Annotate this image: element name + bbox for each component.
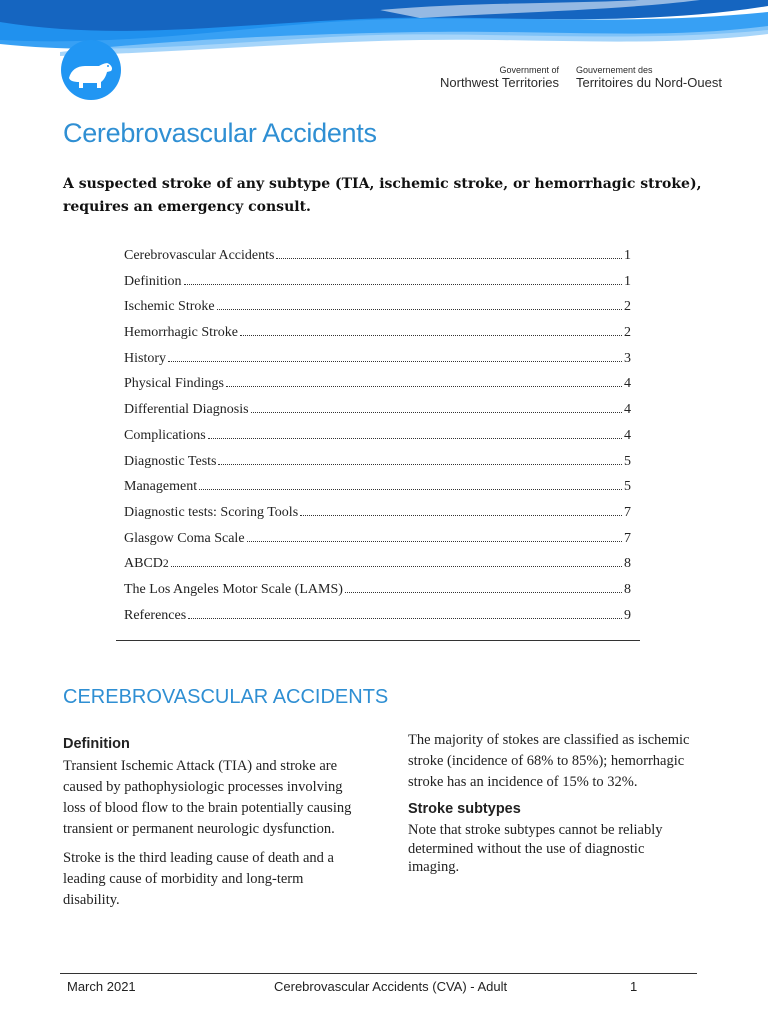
toc-entry-page[interactable]: 2	[624, 325, 631, 341]
footer-date: March 2021	[67, 979, 136, 994]
toc-entry[interactable]	[124, 428, 631, 454]
footer-page-number: 1	[630, 979, 638, 994]
toc-entry[interactable]	[124, 608, 631, 634]
toc-entry[interactable]	[124, 351, 631, 377]
toc-entry[interactable]	[124, 248, 631, 274]
toc-leader-dots	[168, 361, 622, 362]
toc-leader-dots	[276, 258, 622, 259]
stroke-subtypes-paragraph: Note that stroke subtypes cannot be reliably determined without the use of diagnostic imaging.	[408, 822, 663, 875]
footer-divider	[60, 973, 697, 974]
government-wordmark-en	[440, 65, 559, 91]
toc-leader-dots	[240, 335, 622, 336]
toc-entry-label[interactable]: Complications	[124, 427, 206, 443]
toc-leader-dots	[300, 515, 622, 516]
toc-entry-label[interactable]: Glasgow Coma Scale	[124, 530, 245, 546]
toc-entry-label[interactable]: Diagnostic tests: Scoring Tools	[124, 504, 299, 520]
gov-en-small: Government of	[499, 65, 559, 75]
polar-bear-logo-icon	[57, 36, 125, 104]
stroke-mortality-paragraph: Stroke is the third leading cause of death and a leading cause of morbidity and long-term disability.	[63, 850, 334, 908]
toc-entry[interactable]	[124, 582, 631, 608]
toc-leader-dots	[188, 618, 622, 619]
toc-entry-label[interactable]: Hemorrhagic Stroke	[124, 325, 238, 341]
gov-fr-small: Gouvernement des	[576, 65, 653, 75]
table-of-contents	[124, 248, 631, 633]
toc-entry-page[interactable]: 9	[624, 607, 631, 623]
toc-entry-page[interactable]: 4	[624, 427, 631, 443]
toc-entry-page[interactable]: 7	[624, 530, 631, 546]
toc-entry-page[interactable]: 7	[624, 504, 631, 520]
gov-fr-big: Territoires du Nord-Ouest	[576, 75, 722, 90]
government-wordmark-fr	[576, 65, 722, 91]
toc-entry-page[interactable]: 8	[624, 556, 631, 572]
toc-entry-page[interactable]: 2	[624, 299, 631, 315]
toc-entry[interactable]	[124, 531, 631, 557]
toc-entry[interactable]	[124, 325, 631, 351]
toc-entry-page[interactable]: 8	[624, 581, 631, 597]
toc-entry-page[interactable]: 5	[624, 479, 631, 495]
toc-entry-label[interactable]: Definition	[124, 273, 182, 289]
toc-entry-page[interactable]: 1	[624, 248, 631, 263]
incidence-paragraph: The majority of stokes are classified as ischemic stroke (incidence of 68% to 85%); hemorrhagic stroke has an incidence of 15% to 32%.	[408, 732, 690, 790]
toc-entry[interactable]	[124, 402, 631, 428]
toc-leader-dots	[184, 284, 622, 285]
toc-entry-label[interactable]: Physical Findings	[124, 376, 224, 392]
toc-entry-label[interactable]: Ischemic Stroke	[124, 299, 215, 315]
toc-entry-superscript: 2	[162, 557, 169, 571]
intro-warning: A suspected stroke of any subtype (TIA, ischemic stroke, or hemorrhagic stroke), requires an emergency consult.	[63, 176, 702, 215]
toc-entry[interactable]	[124, 454, 631, 480]
toc-entry[interactable]	[124, 376, 631, 402]
toc-leader-dots	[208, 438, 622, 439]
toc-entry-page[interactable]: 4	[624, 402, 631, 418]
toc-leader-dots	[247, 541, 622, 542]
section-heading: CEREBROVASCULAR ACCIDENTS	[63, 686, 389, 708]
document-title: Cerebrovascular Accidents	[63, 118, 377, 148]
toc-leader-dots	[345, 592, 622, 593]
toc-entry-label[interactable]: Management	[124, 479, 198, 495]
toc-entry-label[interactable]: Diagnostic Tests	[124, 453, 217, 469]
toc-entry-label[interactable]: The Los Angeles Motor Scale (LAMS)	[124, 581, 343, 597]
toc-entry[interactable]	[124, 556, 631, 582]
gov-en-big: Northwest Territories	[440, 75, 559, 90]
toc-entry-page[interactable]: 5	[624, 453, 631, 469]
toc-leader-dots	[226, 386, 622, 387]
toc-entry-page[interactable]: 3	[624, 350, 631, 366]
toc-entry-label[interactable]: Cerebrovascular Accidents	[124, 248, 275, 263]
toc-entry-label[interactable]: History	[124, 350, 166, 366]
toc-leader-dots	[218, 464, 622, 465]
toc-entry[interactable]	[124, 274, 631, 300]
toc-leader-dots	[217, 309, 622, 310]
toc-entry-label[interactable]: Differential Diagnosis	[124, 402, 249, 418]
toc-divider	[116, 640, 640, 641]
toc-entry[interactable]	[124, 505, 631, 531]
toc-entry-page[interactable]: 4	[624, 376, 631, 392]
footer-document-name: Cerebrovascular Accidents (CVA) - Adult	[274, 979, 508, 994]
toc-entry-page[interactable]: 1	[624, 273, 631, 289]
definition-paragraph: Transient Ischemic Attack (TIA) and stroke are caused by pathophysiologic processes involving loss of blood flow to the brain potentially causing transient or permanent neurologic dysfunction.	[63, 758, 352, 837]
toc-leader-dots	[251, 412, 622, 413]
toc-entry[interactable]	[124, 479, 631, 505]
left-column	[63, 736, 353, 919]
right-column	[408, 732, 698, 885]
stroke-subtypes-heading: Stroke subtypes	[408, 801, 521, 817]
toc-entry-label[interactable]: ABCD	[124, 556, 163, 572]
toc-leader-dots	[171, 566, 622, 567]
toc-leader-dots	[199, 489, 622, 490]
toc-entry[interactable]	[124, 299, 631, 325]
toc-entry-label[interactable]: References	[124, 607, 187, 623]
definition-heading: Definition	[63, 736, 130, 752]
